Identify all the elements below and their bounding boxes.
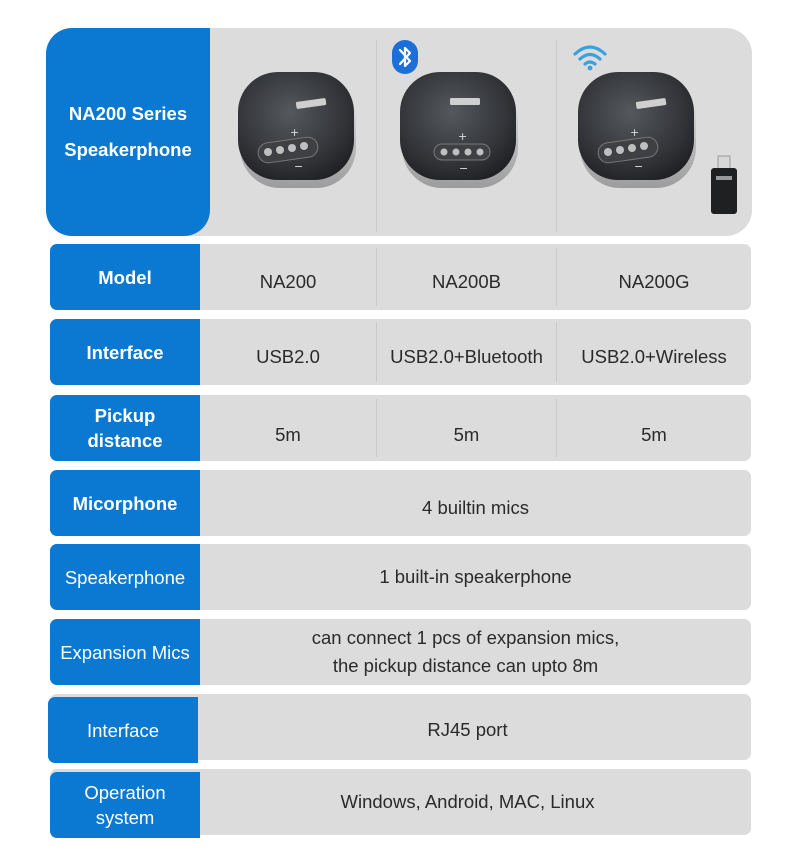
speakerphone-device-image	[234, 68, 362, 196]
svg-text:+: +	[290, 126, 300, 139]
svg-text:−: −	[294, 160, 304, 173]
cell-interface-na200: USB2.0	[256, 346, 320, 367]
product-image-na200b	[388, 36, 548, 232]
cell-interface-na200b: USB2.0+Bluetooth	[390, 346, 543, 367]
cell-microphone: 4 builtin mics	[422, 497, 529, 518]
cell-interface-rj45: RJ45 port	[427, 719, 508, 740]
cell-model-na200g: NA200G	[618, 271, 690, 292]
speakerphone-device-image	[396, 68, 524, 196]
row-label-line: distance	[87, 430, 163, 451]
speakerphone-device-image	[574, 68, 702, 196]
cell-line: the pickup distance can upto 8m	[332, 655, 599, 676]
series-title	[46, 28, 210, 236]
usb-dongle-image	[708, 154, 740, 216]
row-label-expansion-mics: Expansion Mics	[50, 619, 200, 685]
row-label-pickup-distance	[50, 395, 200, 461]
svg-text:+: +	[630, 126, 640, 139]
cell-expansion-mics	[190, 619, 741, 685]
row-label-line: system	[95, 807, 155, 828]
cell-model-na200b: NA200B	[432, 271, 501, 292]
series-title-line2: Speakerphone	[64, 139, 192, 160]
product-image-na200g	[568, 36, 728, 232]
cell-operation-system: Windows, Android, MAC, Linux	[340, 791, 595, 812]
cell-model-na200: NA200	[259, 271, 317, 292]
header-divider	[376, 40, 377, 232]
row-label-interface-rj45: Interface	[48, 697, 198, 763]
cell-pickup-na200b: 5m	[453, 424, 480, 445]
product-image-na200	[212, 36, 372, 232]
cell-speakerphone: 1 built-in speakerphone	[379, 566, 572, 587]
row-label-line: Pickup	[94, 405, 156, 426]
svg-text:+: +	[458, 130, 468, 143]
row-label-microphone: Micorphone	[50, 470, 200, 536]
cell-pickup-na200g: 5m	[641, 424, 667, 445]
cell-line: can connect 1 pcs of expansion mics,	[311, 627, 620, 648]
cell-pickup-na200: 5m	[275, 424, 301, 445]
row-label-speakerphone: Speakerphone	[50, 544, 200, 610]
svg-text:−: −	[634, 160, 644, 173]
row-label-model: Model	[50, 244, 200, 310]
row-label-line: Operation	[84, 782, 166, 803]
series-title-line1: NA200 Series	[68, 103, 188, 124]
header-divider	[556, 40, 557, 232]
svg-text:−: −	[459, 162, 469, 175]
cell-interface-na200g: USB2.0+Wireless	[581, 346, 727, 367]
row-label-operation-system	[50, 772, 200, 838]
row-label-interface: Interface	[50, 319, 200, 385]
